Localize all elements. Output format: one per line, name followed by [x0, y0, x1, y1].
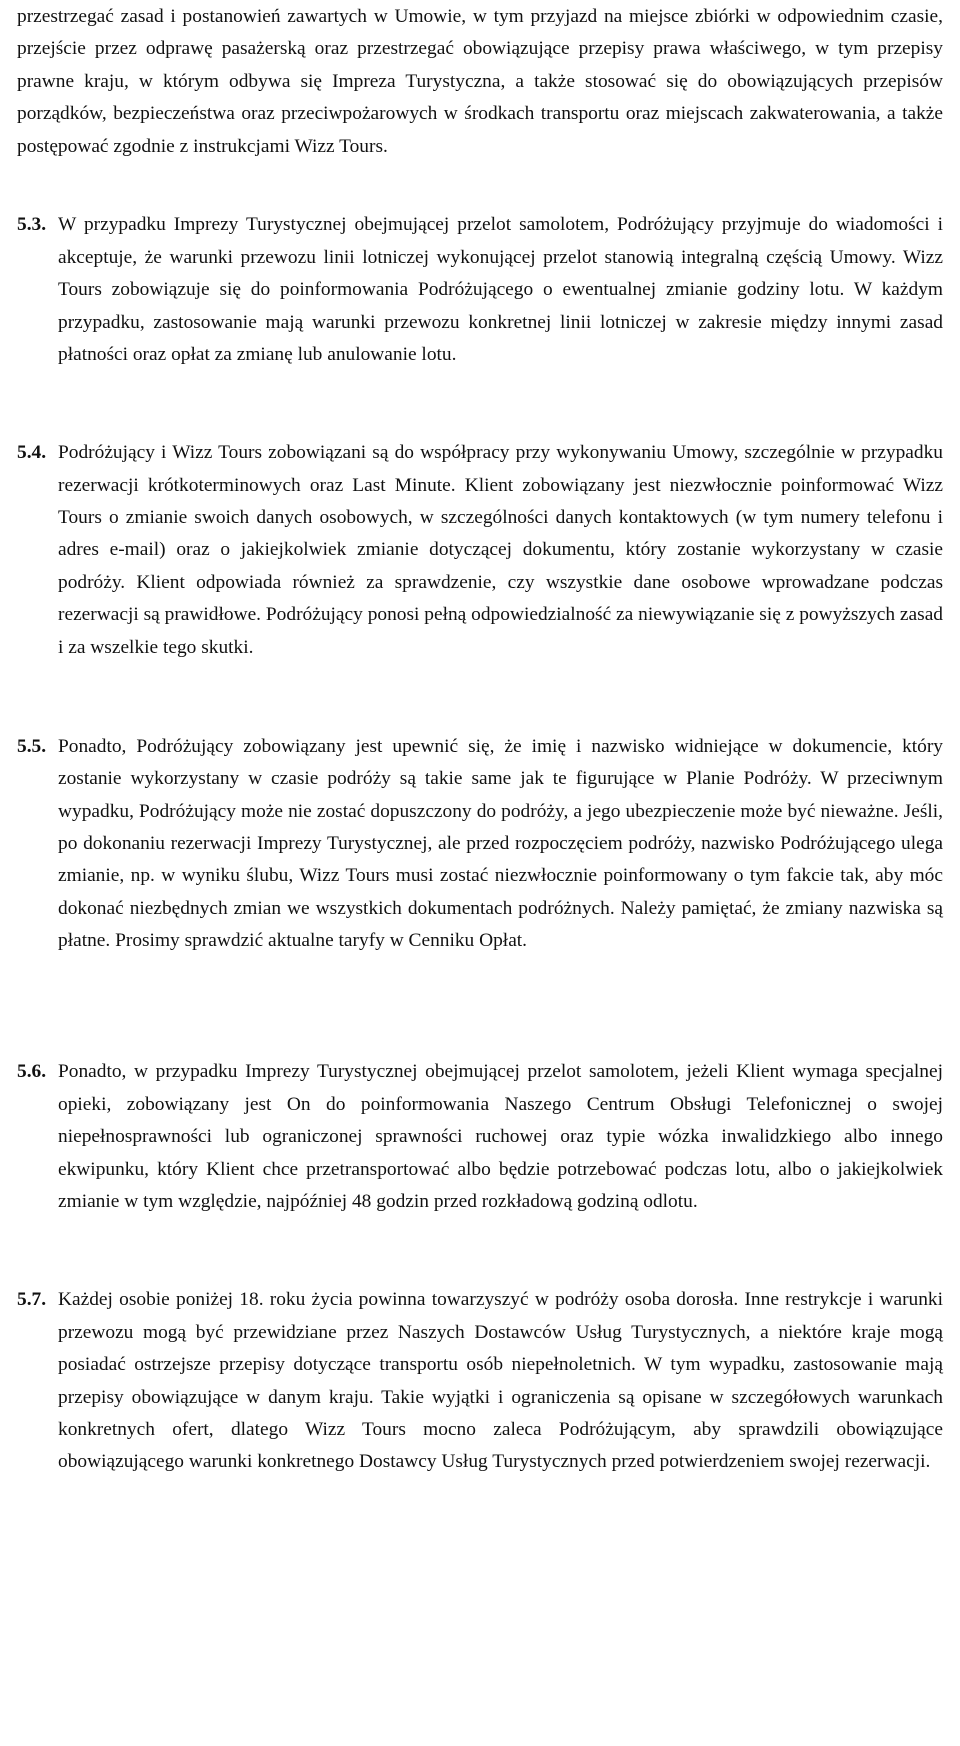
section-5-5	[17, 731, 943, 958]
spacer	[17, 683, 943, 711]
section-number: 5.7.	[17, 1289, 47, 1311]
section-5-6	[17, 1056, 943, 1218]
spacer	[17, 391, 943, 418]
spacer	[17, 1238, 943, 1265]
section-number: 5.3.	[17, 214, 47, 236]
section-text: W przypadku Imprezy Turystycznej obejmującej przelot samolotem, Podróżujący przyjmuje do wiadomości i akceptuje, że warunki przewozu linii lotniczej wykonującej przelot stanowią integralną częścią Umowy. Wizz Tours zobowiązuje się do poinformowania Podróżującego o ewentualnej zmianie godziny lotu. W każdym przypadku, zastosowanie mają warunki przewozu konkretnej linii lotniczej w zakresie między innymi zasad płatności oraz opłat za zmianę lub anulowanie lotu.	[58, 214, 943, 366]
spacer	[17, 163, 943, 190]
section-number: 5.5.	[17, 735, 47, 757]
section-5-4	[17, 437, 943, 664]
section-number: 5.4.	[17, 442, 47, 464]
section-text: Podróżujący i Wizz Tours zobowiązani są do współpracy przy wykonywaniu Umowy, szczególnie w przypadku rezerwacji krótkoterminowych oraz Last Minute. Klient zobowiązany jest niezwłocznie poinformować Wizz Tours o zmianie swoich danych osobowych, w szczególności danych kontaktowych (w tym numery telefonu i adres e-mail) oraz o jakiejkolwiek zmianie dotyczącej dokumentu, który zostanie wykorzystany w czasie podróży. Klient odpowiada również za sprawdzenie, czy wszystkie dane osobowe wprowadzane podczas rezerwacji są prawidłowe. Podróżujący ponosi pełną odpowiedzialność za niewywiązanie się z powyższych zasad i za wszelkie tego skutki.	[58, 442, 943, 658]
spacer	[17, 977, 943, 1037]
section-text: Ponadto, w przypadku Imprezy Turystycznej obejmującej przelot samolotem, jeżeli Klient wymaga specjalnej opieki, zobowiązany jest On do poinformowania Naszego Centrum Obsługi Telefonicznej o swojej niepełnosprawności lub ograniczonej sprawności ruchowej oraz typie wózka inwalidzkiego albo innego ekwipunku, który Klient chce przetransportować albo będzie potrzebować podczas lotu, albo o jakiejkolwiek zmianie w tym względzie, najpóźniej 48 godzin przed rozkładową godziną odlotu.	[58, 1061, 943, 1213]
section-5-7	[17, 1284, 943, 1478]
document-page	[17, 1, 943, 1498]
section-text: Ponadto, Podróżujący zobowiązany jest upewnić się, że imię i nazwisko widniejące w dokumencie, który zostanie wykorzystany w czasie podróży są takie same jak te figurujące w Planie Podróży. W przeciwnym wypadku, Podróżujący może nie zostać dopuszczony do podróży, a jego ubezpieczenie może być nieważne. Jeśli, po dokonaniu rezerwacji Imprezy Turystycznej, ale przed rozpoczęciem podróży, nazwisko Podróżującego ulega zmianie, np. w wyniku ślubu, Wizz Tours musi zostać niezwłocznie poinformowany o tym fakcie tak, aby móc dokonać niezbędnych zmian we wszystkich dokumentach podróżnych. Należy pamiętać, że zmiany nazwiska są płatne. Prosimy sprawdzić aktualne taryfy w Cenniku Opłat.	[58, 735, 943, 952]
intro-paragraph: przestrzegać zasad i postanowień zawartych w Umowie, w tym przyjazd na miejsce zbiórki w odpowiednim czasie, przejście przez odprawę pasażerską oraz przestrzegać obowiązujące przepisy prawa właściwego, w tym przepisy prawne kraju, w którym odbywa się Impreza Turystyczna, a także stosować się do obowiązujących przepisów porządków, bezpieczeństwa oraz przeciwpożarowych w środkach transportu oraz miejscach zakwaterowania, a także postępować zgodnie z instrukcjami Wizz Tours.	[17, 6, 943, 157]
section-number: 5.6.	[17, 1061, 47, 1083]
section-text: Każdej osobie poniżej 18. roku życia powinna towarzyszyć w podróży osoba dorosła. Inne restrykcje i warunki przewozu mogą być przewidziane przez Naszych Dostawców Usług Turystycznych, a niektóre kraje mogą posiadać ostrzejsze przepisy dotyczące transportu osób niepełnoletnich. W tym wypadku, zastosowanie mają przepisy obowiązujące w danym kraju. Takie wyjątki i ograniczenia są opisane w szczegółowych warunkach konkretnych ofert, dlatego Wizz Tours mocno zaleca Podróżującym, aby sprawdzili obowiązujące obowiązującego warunki konkretnego Dostawcy Usług Turystycznych przed potwierdzeniem swojej rezerwacji.	[58, 1289, 943, 1473]
section-5-3	[17, 209, 943, 371]
